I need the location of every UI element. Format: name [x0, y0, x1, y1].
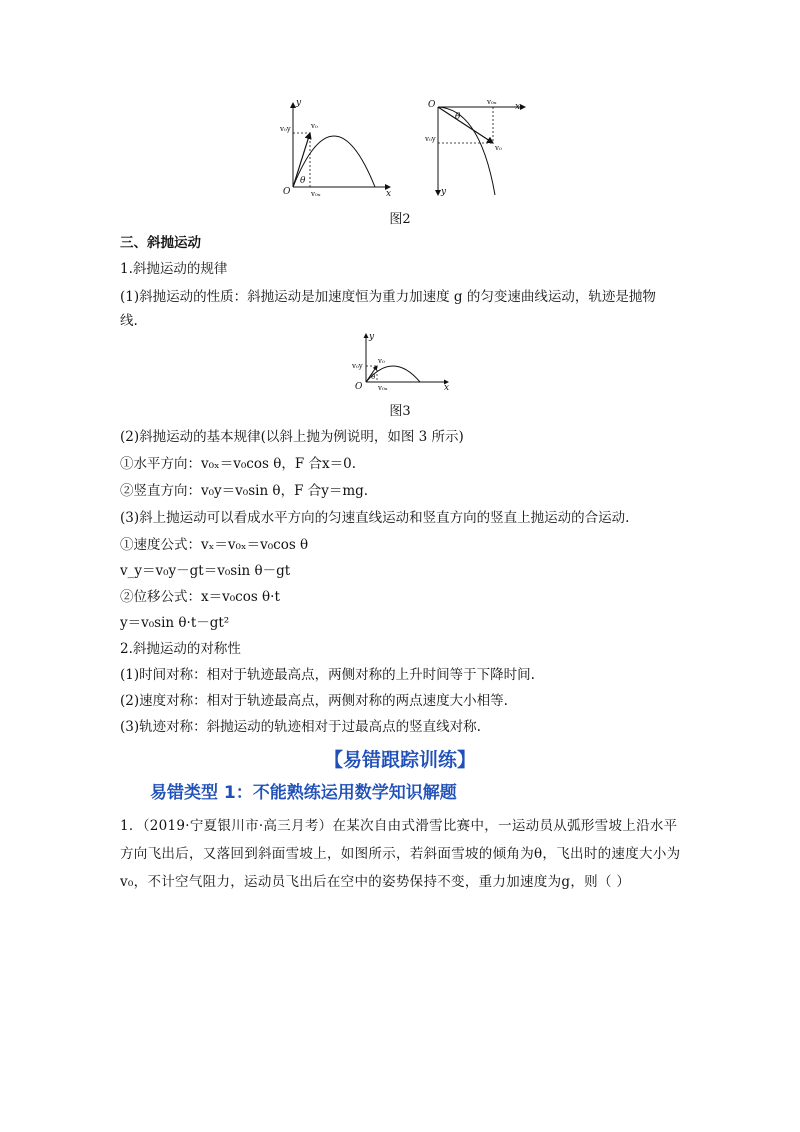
label-y: y	[369, 332, 375, 342]
label-v0x: v₀ₓ	[378, 384, 388, 392]
text-line: v_y＝v₀y－gt＝v₀sin θ－gt	[120, 563, 291, 579]
label-y: y	[296, 98, 302, 108]
text-line: (2)速度对称：相对于轨迹最高点，两侧对称的两点速度大小相等.	[120, 693, 508, 709]
text-line: (2)斜抛运动的基本规律(以斜上抛为例说明，如图 3 所示)	[120, 429, 464, 445]
text-line: 1.斜抛运动的规律	[120, 261, 228, 277]
label-v0y: v₀y	[425, 135, 436, 143]
error-type-heading: 易错类型 1：不能熟练运用数学知识解题	[150, 783, 457, 803]
label-theta: θ	[371, 373, 376, 381]
text-line: ②位移公式：x＝v₀cos θ·t	[120, 589, 280, 605]
text-line: ①速度公式：vₓ＝v₀ₓ＝v₀cos θ	[120, 537, 309, 553]
figure3-caption: 图3	[389, 404, 411, 419]
label-x: x	[444, 383, 450, 392]
label-theta: θ	[300, 176, 306, 186]
text-line: (3)斜上抛运动可以看成水平方向的匀速直线运动和竖直方向的竖直上抛运动的合运动.	[120, 510, 630, 526]
label-o: O	[355, 382, 363, 392]
label-theta: θ	[455, 112, 461, 122]
label-v0y: v₀y	[280, 125, 291, 133]
banner-title: 【易错跟踪训练】	[323, 749, 476, 771]
text-line: y＝v₀sin θ·t－gt²	[120, 615, 230, 631]
label-v0: v₀	[378, 357, 385, 365]
label-x: x	[386, 189, 392, 199]
text-line: ①水平方向：v₀ₓ＝v₀cos θ，F 合x＝0.	[120, 456, 356, 472]
text-line: 线.	[120, 313, 138, 329]
label-v0y: v₀y	[352, 362, 363, 370]
label-x: x	[515, 102, 521, 112]
label-o: O	[283, 187, 291, 197]
text-line: (3)轨迹对称：斜抛运动的轨迹相对于过最高点的竖直线对称.	[120, 719, 481, 735]
label-v0x: v₀ₓ	[487, 98, 497, 106]
figure2-right	[425, 95, 535, 205]
label-v0: v₀	[495, 144, 502, 152]
figure3-svg	[348, 330, 458, 392]
figure2-caption: 图2	[389, 212, 411, 227]
velocity-vector	[438, 107, 493, 143]
figure2-left	[280, 95, 400, 205]
question-1: 1．（2019·宁夏银川市·高三月考）在某次自由式滑雪比赛中，一运动员从弧形雪坡上沿水平方向飞出后，又落回到斜面雪坡上，如图所示，若斜面雪坡的倾角为θ，飞出时的速度大小为v₀，不计空气阻力，运动员飞出后在空中的姿势保持不变，重力加速度为g，则（ ）	[120, 818, 681, 890]
text-line: (1)斜抛运动的性质：斜抛运动是加速度恒为重力加速度 g 的匀变速曲线运动，轨迹是抛物	[120, 289, 656, 305]
trajectory	[438, 107, 495, 195]
figure2-right-svg	[425, 95, 535, 205]
label-y: y	[441, 187, 447, 197]
figure3	[348, 330, 458, 392]
text-line: (1)时间对称：相对于轨迹最高点，两侧对称的上升时间等于下降时间.	[120, 667, 535, 683]
label-v0: v₀	[311, 122, 318, 130]
label-o: O	[428, 100, 436, 110]
figure2-left-svg	[280, 95, 400, 205]
text-line: 2.斜抛运动的对称性	[120, 641, 241, 657]
label-v0x: v₀ₓ	[311, 190, 321, 198]
text-line: ②竖直方向：v₀y＝v₀sin θ，F 合y＝mg.	[120, 483, 369, 499]
section-title: 三、斜抛运动	[120, 235, 201, 251]
